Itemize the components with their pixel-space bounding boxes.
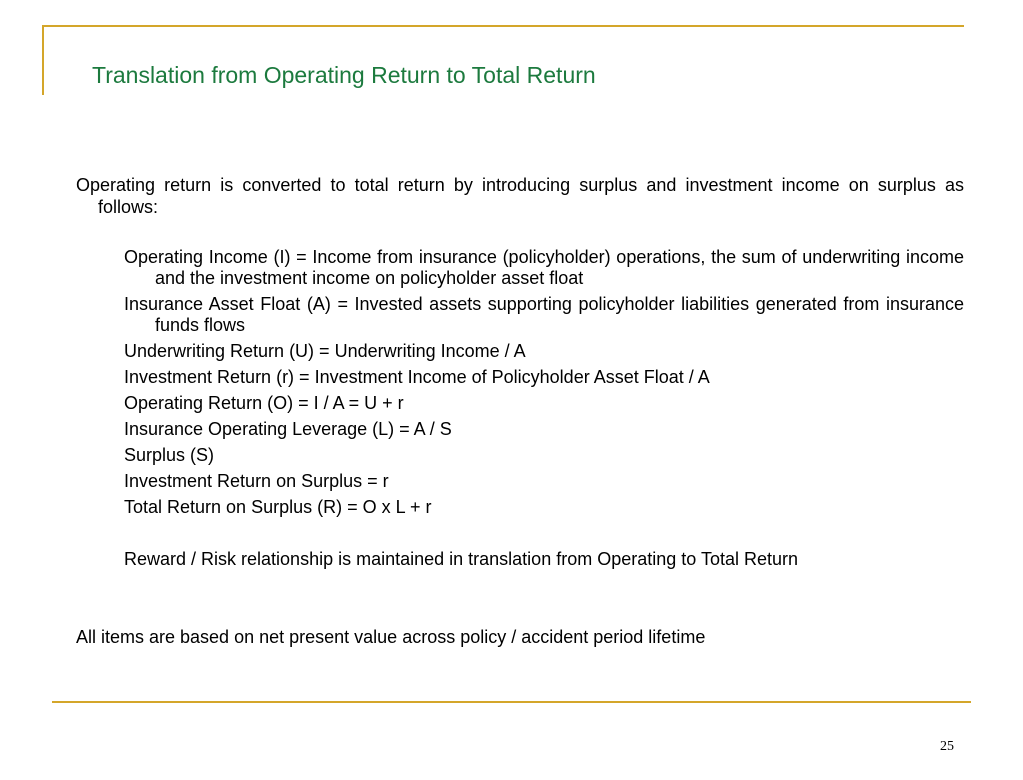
- definition-item: Insurance Operating Leverage (L) = A / S: [124, 419, 452, 439]
- frame-left-line: [42, 25, 44, 95]
- definition-item: Insurance Asset Float (A) = Invested assets supporting policyholder liabilities generated from insurance funds flows: [124, 294, 964, 335]
- definitions-list: [124, 247, 964, 523]
- definition-item: Operating Return (O) = I / A = U + r: [124, 393, 404, 413]
- definition-item: Underwriting Return (U) = Underwriting Income / A: [124, 341, 526, 361]
- definition-item: Investment Return (r) = Investment Income of Policyholder Asset Float / A: [124, 367, 710, 387]
- definition-item: Surplus (S): [124, 445, 215, 465]
- footnote: All items are based on net present value across policy / accident period lifetime: [76, 627, 706, 647]
- frame-top-line: [42, 25, 964, 27]
- frame-bottom-line: [52, 701, 971, 703]
- slide-title: Translation from Operating Return to Total Return: [92, 62, 596, 88]
- reward-risk-statement: Reward / Risk relationship is maintained in translation from Operating to Total Return: [124, 549, 798, 569]
- definition-item: Investment Return on Surplus = r: [124, 471, 389, 491]
- definition-item: Total Return on Surplus (R) = O x L + r: [124, 497, 432, 517]
- intro-paragraph: Operating return is converted to total return by introducing surplus and investment income on surplus as follows:: [76, 175, 964, 217]
- page-number: 25: [940, 739, 954, 754]
- definition-item: Operating Income (I) = Income from insurance (policyholder) operations, the sum of underwriting income and the investment income on policyholder asset float: [124, 247, 964, 288]
